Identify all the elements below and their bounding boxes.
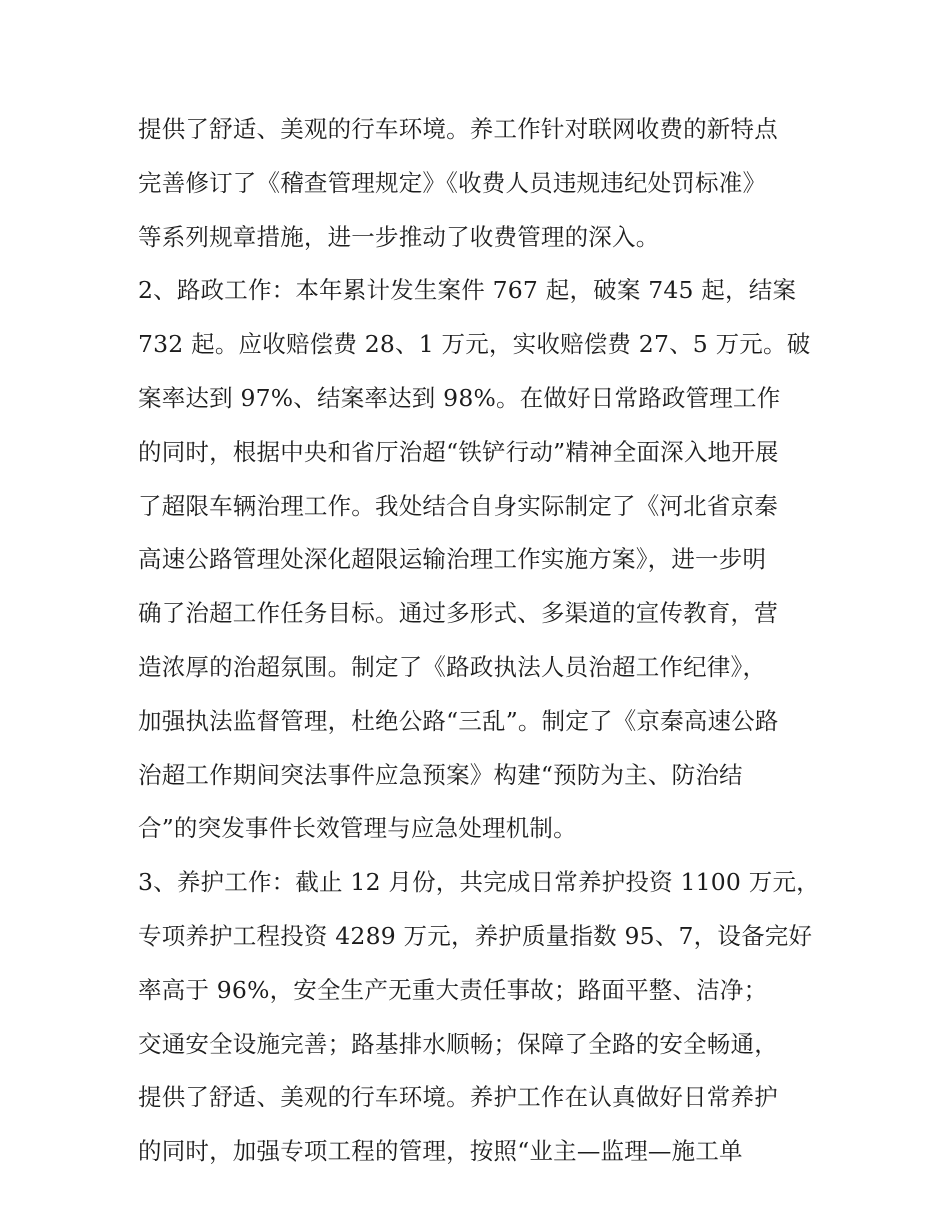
text-line: 提供了舒适、美观的行车环境。养工作针对联网收费的新特点: [138, 115, 778, 143]
text-line: 2、路政工作：本年累计发生案件 767 起，破案 745 起，结案: [138, 276, 797, 305]
text-line: 高速公路管理处深化超限运输治理工作实施方案》，进一步明: [138, 545, 767, 574]
text-line: 3、养护工作：截止 12 月份，共完成日常养护投资 1100 万元，: [138, 868, 820, 897]
text-line: 专项养护工程投资 4289 万元，养护质量指数 95、7，设备完好: [138, 921, 813, 950]
text-line: 治超工作期间突法事件应急预案》构建“预防为主、防治结: [138, 760, 743, 789]
text-line: 合”的突发事件长效管理与应急处理机制。: [138, 814, 577, 843]
text-line: 交通安全设施完善；路基排水顺畅；保障了全路的安全畅通，: [138, 1029, 778, 1058]
text-line: 732 起。应收赔偿费 28、1 万元，实收赔偿费 27、5 万元。破: [138, 330, 811, 359]
text-line: 完善修订了《稽查管理规定》《收费人员违规违纪处罚标准》: [138, 168, 767, 197]
text-line: 了超限车辆治理工作。我处结合自身实际制定了《河北省京秦: [138, 491, 778, 520]
text-line: 等系列规章措施，进一步推动了收费管理的深入。: [138, 222, 660, 251]
text-line: 的同时，加强专项工程的管理，按照“业主—监理—施工单: [138, 1137, 743, 1166]
text-line: 确了治超工作任务目标。通过多形式、多渠道的宣传教育，营: [138, 599, 778, 628]
text-line: 率高于 96%，安全生产无重大责任事故；路面平整、洁净；: [138, 975, 768, 1004]
text-line: 加强执法监督管理，杜绝公路“三乱”。制定了《京秦高速公路: [138, 706, 779, 735]
text-line: 提供了舒适、美观的行车环境。养护工作在认真做好日常养护: [138, 1083, 778, 1112]
text-line: 的同时，根据中央和省厅治超“铁铲行动”精神全面深入地开展: [138, 437, 779, 466]
text-line: 造浓厚的治超氛围。制定了《路政执法人员治超工作纪律》，: [138, 652, 767, 681]
text-line: 案率达到 97%、结案率达到 98%。在做好日常路政管理工作: [138, 383, 781, 412]
body-text: [138, 103, 828, 1179]
